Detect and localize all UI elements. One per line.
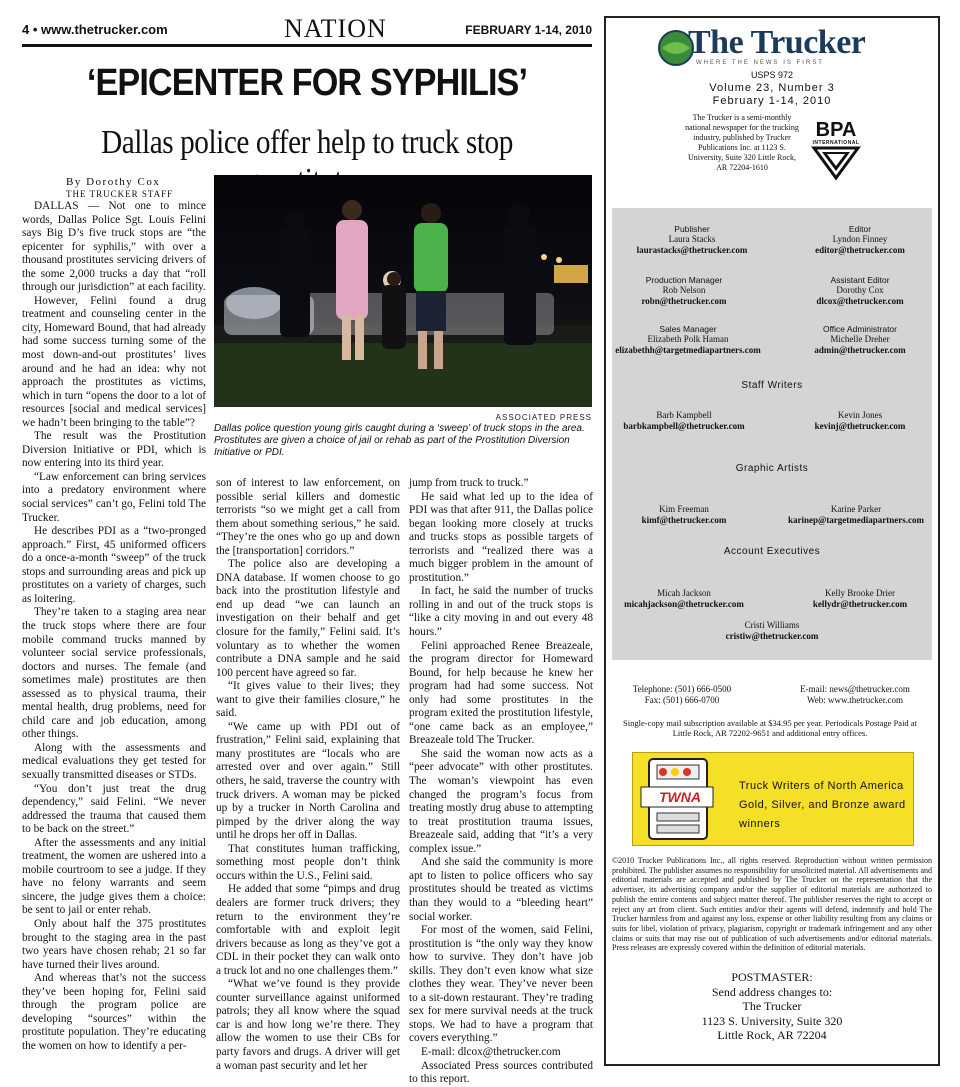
article-photo [214, 175, 592, 407]
staff-assistant-editor [780, 275, 940, 307]
masthead-issue-date: February 1-14, 2010 [712, 95, 832, 107]
article-column-2 [216, 477, 400, 1072]
paragraph: jump from truck to truck.” [409, 477, 529, 489]
staff-office-administrator [780, 324, 940, 356]
website-link[interactable]: Web: www.thetrucker.com [807, 695, 903, 705]
paragraph: She said the woman now acts as a “peer advocate” with other prostitutes. The woman’s viewpoint has even changed the program’s focus from treating mostly drug abuse to attempting to treat prostitution trauma issues, Breazeale said, adding that “it’s a very complex issue.” [409, 747, 593, 855]
staff-name: Michelle Dreher [830, 334, 890, 344]
postmaster-line: The Trucker [742, 999, 802, 1013]
staff-name: Dorothy Cox [836, 285, 884, 295]
copyright-notice: ©2010 Trucker Publications Inc., all rights reserved. Reproduction without written permission prohibited. The publisher assumes no responsibility for unsolicited material. All advertisements and editorial materials are accepted and published by The Trucker on the representation that the advertiser, its advertising company and/or the supplier of editorial materials are authorized to publish the entire contents and subject matter thereof. The publisher reserves the right to accept or reject any art from client. Such entities and/or their agents will defend, indemnify and hold The Trucker harmless from and against any loss, expense or other liability resulting from any claims or suits for libel, violation of privacy, plagiarism, copyright or trademark infringement and any other claims or suits that may rise out of publication of such advertisements and/or editorial materials. Press releases are expressly covered within the definition of editorial materials. [612, 856, 932, 953]
graphic-artist [604, 504, 764, 526]
staff-email[interactable]: karinep@targetmediapartners.com [787, 515, 925, 525]
paragraph: “It gives value to their lives; they want to give their families closure,” he said. [216, 680, 400, 720]
paragraph: “Law enforcement can bring services into a predatory environment where social services” can’t go, Felini told The Trucker. [22, 470, 206, 524]
staff-role: Office Administrator [822, 324, 897, 334]
paragraph: “You don’t just treat the drug dependency,” said Felini. “We never addressed the trauma that caused them to be back on the street.” [22, 782, 206, 836]
page-url[interactable]: 4 • www.thetrucker.com [22, 22, 168, 37]
staff-name: Cristi Williams [744, 620, 800, 630]
staff-role: Production Manager [645, 275, 723, 285]
postmaster-line: 1123 S. University, Suite 320 [701, 1013, 843, 1028]
paragraph: Associated Press sources contributed to this report. [409, 1059, 593, 1086]
bpa-triangle-icon [808, 146, 864, 180]
account-executives-heading: Account Executives [723, 546, 821, 557]
paragraph: Only about half the 375 prostitutes brought to the staging area in the past two years have chosen rehab; 21 so far have turned their lives around. [22, 917, 206, 971]
article-byline: By Dorothy Cox [66, 176, 161, 188]
contact-email[interactable]: E-mail: news@thetrucker.com [800, 684, 910, 694]
publication-about: The Trucker is a semi-monthly national newspaper for the trucking industry, published by Trucker Publications Inc. at 1123 S. University, Suite 320 Little Rock, AR 72204-1610 [685, 113, 799, 172]
issue-date: FEBRUARY 1-14, 2010 [465, 23, 592, 37]
staff-name: Karine Parker [830, 504, 882, 514]
police-scene-image [214, 175, 592, 407]
twna-award-banner [632, 752, 914, 846]
author-email[interactable]: E-mail: dlcox@thetrucker.com [421, 1045, 561, 1058]
staff-role: Sales Manager [659, 324, 717, 334]
account-executive [604, 588, 764, 610]
paragraph: He describes PDI as a “two-pronged approach.” First, 45 uniformed officers do a once-a-month “sweep” of the truck stops and surrounding areas and pick up prostitutes on a variety of charges, such as loitering. [22, 525, 206, 605]
account-executive [692, 620, 852, 642]
staff-email[interactable]: robn@thetrucker.com [641, 296, 727, 306]
staff-name: Rob Nelson [662, 285, 706, 295]
telephone: Telephone: (501) 666-0500 [632, 684, 732, 694]
graphic-artists-heading: Graphic Artists [735, 463, 809, 474]
staff-email[interactable]: cristiw@thetrucker.com [725, 631, 819, 641]
staff-email[interactable]: kevinj@thetrucker.com [814, 421, 906, 431]
staff-email[interactable]: kellydr@thetrucker.com [812, 599, 908, 609]
staff-name: Kim Freeman [659, 504, 709, 514]
paragraph: For most of the women, said Felini, prostitution is “the only way they know how to survive. They don’t have job skills. They don’t even know what size clothes they wear. They’ve never been to a sit-down restaurant. They’re trading sex for mere survival needs at the truck stops. We had to have a program that covers everything.” [409, 924, 593, 1045]
article-staff-line: THE TRUCKER STAFF [66, 189, 174, 199]
paragraph: DALLAS — Not one to mince words, Dallas Police Sgt. Louis Felini says Big D’s five truck stops are “the epicenter for syphilis,” with over a thousand prostitutes servicing drivers of the some 2,000 trucks a day that “roll through our jurisdiction” at each facility. [22, 200, 206, 294]
usps-number: USPS 972 [750, 70, 794, 80]
logo-tagline: WHERE THE NEWS IS FIRST [696, 60, 824, 66]
staff-name: Barb Kampbell [656, 410, 712, 420]
paragraph: However, Felini found a drug treatment and counseling center in the city, Homeward Bound, that had already had some success turning some of the most down-and-out prostitutes’ lives around and he had an idea: why not approach the prostitutes as victims, which in turn “opens the door to a lot of resources [social and medical services] we hadn’t been bringing to the table”? [22, 294, 206, 429]
paragraph: “What we’ve found is they provide counter surveillance against uniformed patrols; they all know where the squad car is and how long we’re there. They allow the women to use their CBs for party favors and drugs. A driver will get a woman past security and let her [216, 978, 400, 1072]
account-executive [780, 588, 940, 610]
article-column-1 [22, 200, 206, 1060]
paragraph: That constitutes human trafficking, something most people don’t think occurs within the U.S., Felini said. [216, 842, 400, 882]
paragraph: Felini approached Renee Breazeale, the program director for Homeward Bound, for help because he knew her program had had some success. Not only had some prostitutes in the program exited the prostitution lifestyle, “one came back as an employee,” Breazeale told The Trucker. [409, 639, 593, 747]
staff-publisher [612, 224, 772, 256]
postmaster-notice [612, 970, 932, 1043]
postmaster-line: Little Rock, AR 72204 [717, 1028, 827, 1042]
staff-name: Kevin Jones [837, 410, 883, 420]
staff-name: Laura Stacks [668, 234, 716, 244]
staff-editor [780, 224, 940, 256]
page-header [22, 14, 592, 48]
paragraph: They’re taken to a staging area near the truck stops where there are four mobile command trucks manned by volunteer social service professionals, doctors and nurses. The female (and sometimes male) prostitutes are then assessed as to physical trauma, their mental health, drug problems, need for child care and job education, among other things. [22, 606, 206, 741]
paragraph: And whereas that’s not the success they’ve been hoping for, Felini said through the program police are developing “sources” within the prostitute population. They’re educating the women on how to identify a per- [22, 972, 206, 1052]
logo-name: The Trucker [688, 24, 866, 61]
staff-email[interactable]: elizabethh@targetmediapartners.com [615, 345, 761, 355]
paragraph: In fact, he said the number of trucks rolling in and out of the truck stops is “like a city moving in and out every 48 hours.” [409, 585, 593, 639]
staff-email[interactable]: dlcox@thetrucker.com [816, 296, 904, 306]
staff-name: Micah Jackson [657, 588, 711, 598]
postmaster-line: POSTMASTER: [731, 970, 813, 984]
subscription-info: Single-copy mail subscription available at $34.95 per year. Periodicals Postage Paid at Little Rock, AR 72202-9651 and additional entry offices. [623, 718, 917, 738]
bpa-sub: INTERNATIONAL [812, 140, 860, 146]
bpa-label: BPA [815, 119, 857, 141]
staff-production-manager [604, 275, 764, 307]
article-column-3 [409, 477, 593, 1086]
paragraph: He said what led up to the idea of PDI was that after 911, the Dallas police began looking more closely at trucks and trucks stops as possible targets of terrorists and “realized there was a much bigger problem in the amount of prostitution.” [409, 490, 593, 584]
masthead-logo [656, 22, 896, 74]
paragraph: The result was the Prostitution Diversion Initiative or PDI, which is now entering into its third year. [22, 430, 206, 470]
paragraph: The police also are developing a DNA database. If women choose to go back into the prostitution lifestyle and end up dead “we can launch an investigation on their behalf and get closure for the family,” Felini said. It’s voluntary as to whether the women contribute a DNA sample and he said 100 percent have agreed so far. [216, 558, 400, 679]
staff-name: Kelly Brooke Drier [825, 588, 895, 598]
paragraph: “We came up with PDI out of frustration,” Felini said, explaining that many prostitutes are “locals who are arrested over and over again.” Still others, he said, traverse the country with truck drivers. A woman may be picked up by a trucker in North Carolina and pimped by the driver along the way until he drops her off in Dallas. [216, 720, 400, 842]
phone-fax [612, 684, 752, 706]
photo-credit: ASSOCIATED PRESS [495, 413, 592, 422]
award-text: Truck Writers of North America Gold, Silver, and Bronze award winners [739, 780, 906, 830]
email-web [780, 684, 930, 706]
staff-email[interactable]: kimf@thetrucker.com [641, 515, 727, 525]
staff-sales-manager [604, 324, 772, 356]
article-kicker: ‘EPICENTER FOR SYPHILIS’ [86, 62, 528, 104]
staff-email[interactable]: admin@thetrucker.com [814, 345, 906, 355]
volume-number: Volume 23, Number 3 [709, 82, 835, 94]
paragraph: He added that some “pimps and drug dealers are former truck drivers; they return to the environment they’re comfortable with and exploit legit drivers because as long as they’ve got a CDL in their pocket they can walk onto a truck lot and no one challenges them.” [216, 883, 400, 977]
section-title: NATION [284, 14, 387, 43]
staff-name: Elizabeth Polk Haman [647, 334, 729, 344]
paragraph: And she said the community is more apt to listen to police officers who say prostitutes should be treated as victims than they would to a “bleeding heart” social worker. [409, 856, 593, 923]
staff-writers-heading: Staff Writers [741, 380, 803, 391]
twna-logo-text: TWNA [659, 789, 701, 805]
bpa-logo [808, 120, 864, 184]
staff-email[interactable]: laurastacks@thetrucker.com [636, 245, 748, 255]
staff-writer [780, 410, 940, 432]
staff-email[interactable]: editor@thetrucker.com [815, 245, 905, 255]
article-headline: Dallas police offer help to truck stop [101, 124, 513, 161]
staff-role: Assistant Editor [830, 275, 890, 285]
paragraph: Along with the assessments and medical evaluations they get tested for sexually transmitted diseases or STDs. [22, 741, 206, 781]
staff-email[interactable]: barbkampbell@thetrucker.com [623, 421, 745, 431]
graphic-artist [772, 504, 940, 526]
paragraph: son of interest to law enforcement, on possible serial killers and domestic terrorists “so we might get a call from them about something serious,” he said. “They’re the ones who go up and down the [transportation] corridors.” [216, 477, 400, 557]
postmaster-line: Send address changes to: [711, 984, 833, 999]
paragraph: After the assessments and any initial treatment, the women are ushered into a mobile courtroom to see a judge. If they have no felony warrants and seem sincere, the judge gives them a choice: be sent to jail or enter rehab. [22, 836, 206, 917]
staff-writer [604, 410, 764, 432]
fax: Fax: (501) 666-0700 [644, 695, 720, 705]
staff-role: Publisher [674, 224, 710, 234]
staff-email[interactable]: micahjackson@thetrucker.com [624, 599, 744, 609]
photo-caption: Dallas police question young girls caught during a ‘sweep’ of truck stops in the area. Prostitutes are given a choice of jail or rehab as part of the Prostitution Diversion Initiative or PDI. [214, 423, 585, 458]
header-rule [22, 44, 592, 47]
staff-name: Lyndon Finney [832, 234, 888, 244]
staff-role: Editor [848, 224, 872, 234]
